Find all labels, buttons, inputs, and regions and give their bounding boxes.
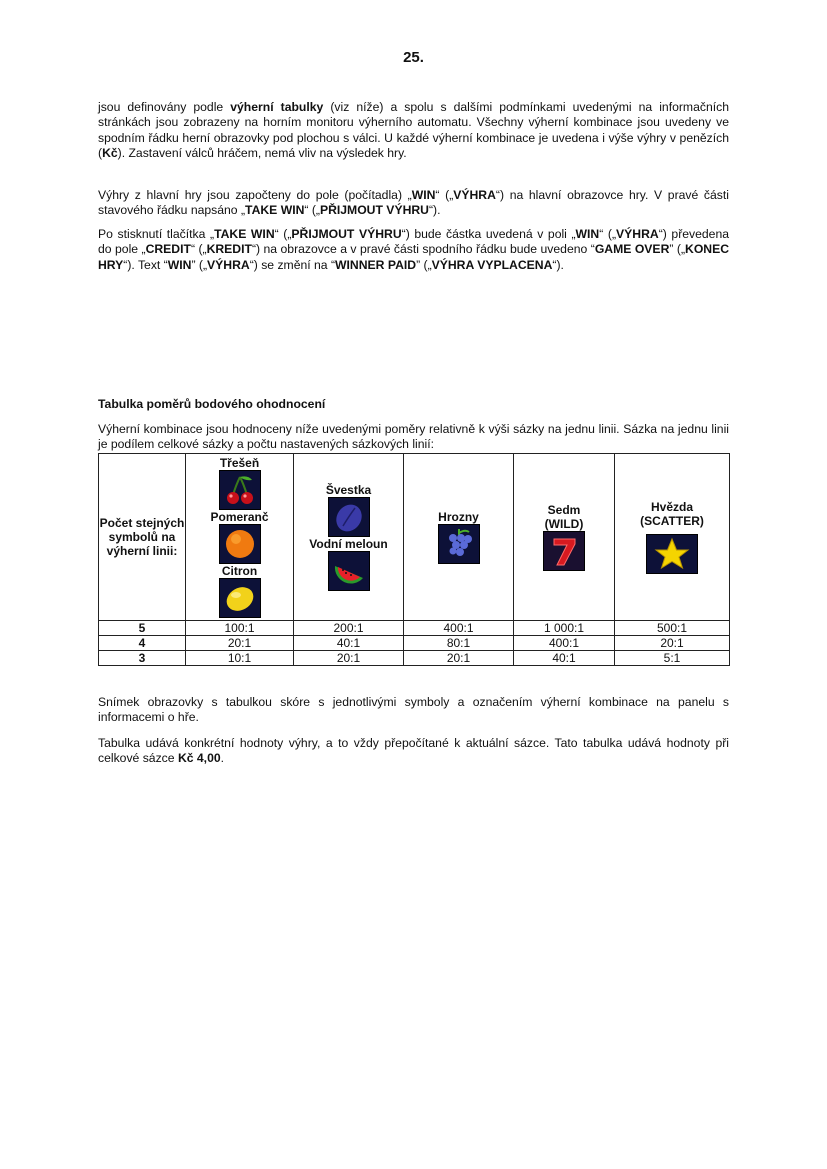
text: ” („ [191,257,208,272]
symbol-label-scatter: (SCATTER) [640,514,704,528]
text-bold: TAKE WIN [214,227,275,241]
paytable-row-4 [99,636,730,651]
symbol-label-cherry: Třešeň [219,456,260,470]
text: . [220,751,225,766]
paytable-header-row [99,454,730,621]
text: “ („ [274,227,292,241]
symbol-label-orange: Pomeranč [210,510,269,524]
ratio-cell: 1 000:1 [514,621,615,636]
text-bold: PŘIJMOUT VÝHRU [319,203,429,218]
text: “ („ [435,188,454,202]
text: Tabulka udává konkrétní hodnoty výhry, a to vždy přepočítané k aktuální sázce. Tato tabulka udává hodnoty při celkové sázce [98,736,729,766]
orange-icon [219,524,261,564]
text: “). [552,257,564,272]
symbol-label-star: Hvězda [650,500,694,514]
symbol-label-wild: (WILD) [544,517,584,531]
ratio-cell: 20:1 [294,651,404,666]
symbol-label-watermelon: Vodní meloun [309,537,388,551]
section-heading: Tabulka poměrů bodového ohodnocení [98,397,326,411]
ratio-cell: 20:1 [404,651,514,666]
text-bold: PŘIJMOUT VÝHRU [291,227,402,241]
text: “ („ [599,227,617,241]
symbol-label-plum: Švestka [325,483,372,497]
text: “) na hlavní obrazovce hry. V pravé části stavového řádku napsáno „ [98,188,729,218]
text: “). [428,203,441,218]
text: “). Text “ [123,257,168,272]
symbol-label-grapes: Hrozny [438,510,479,524]
paytable-row-3 [99,651,730,666]
text: Výhry z hlavní hry jsou započteny do pole (počítadla) „ [98,188,412,202]
text-bold: VÝHRA [616,227,659,241]
ratio-cell: 200:1 [294,621,404,636]
text: “) bude částka uvedená v poli „ [401,227,576,241]
text-bold: WIN [167,257,192,272]
text: “ („ [304,203,320,218]
text-bold: VÝHRA [207,257,250,272]
lemon-icon [219,578,261,618]
symbol-label-lemon: Citron [221,564,258,578]
text-bold: VÝHRA VYPLACENA [431,257,553,272]
text: ” („ [669,242,686,257]
paragraph-take-win [98,227,729,273]
text-bold: GAME OVER [594,242,670,257]
paragraph-win-counter [98,188,729,219]
text-bold: WIN [575,227,600,241]
column-plum-watermelon [294,454,404,621]
text: “) na obrazovce a v pravé části spodního řádku bude uvedeno “ [251,242,595,257]
text-bold: Kč [102,146,118,161]
row-header-label: Počet stejných symbolů na výherní linii: [99,516,185,558]
count-cell: 3 [99,651,186,666]
column-cherry-orange-lemon [186,454,294,621]
cherry-icon [219,470,261,510]
text-bold: Kč 4,00 [177,751,221,766]
text: Po stisknutí tlačítka „ [98,227,215,241]
ratio-cell: 100:1 [186,621,294,636]
count-cell: 4 [99,636,186,651]
text-bold: VÝHRA [453,188,496,202]
grapes-icon [438,524,480,564]
paytable [98,453,730,666]
paragraph-paytable-intro [98,100,729,162]
ratio-cell: 20:1 [615,636,730,651]
text: “) převedena do pole „ [98,227,730,257]
ratio-cell: 40:1 [294,636,404,651]
text-bold: TAKE WIN [245,203,305,218]
text-bold: KREDIT [206,242,252,257]
text-bold: výherní tabulky [230,100,324,114]
ratio-cell: 10:1 [186,651,294,666]
text-bold: KONEC HRY [98,242,730,272]
ratio-cell: 20:1 [186,636,294,651]
text-bold: CREDIT [145,242,191,257]
ratio-cell: 80:1 [404,636,514,651]
text: (viz níže) a spolu s dalšími podmínkami uvedenými na informačních stránkách jsou zobrazeny na horním monitoru výherního automatu. Všechny výherní kombinace jsou uvedeny ve spodním řádku herní obrazovky pod plochou s válci. U každé výherní kombinace je uvedena i výše výhry v penězích ( [98,100,729,161]
text: “ („ [190,242,207,257]
plum-icon [328,497,370,537]
seven-icon [543,531,585,571]
ratio-cell: 500:1 [615,621,730,636]
text-bold: WIN [411,188,436,202]
paytable-row-5 [99,621,730,636]
paragraph-bet-note [98,736,729,767]
text: “) se změní na “ [249,257,336,272]
ratio-cell: 40:1 [514,651,615,666]
ratio-cell: 400:1 [514,636,615,651]
row-header-cell [99,454,186,621]
page-number: 25. [403,49,424,66]
text: jsou definovány podle [98,100,231,114]
paragraph-screenshot-note: Snímek obrazovky s tabulkou skóre s jednotlivými symboly a označením výherní kombinace na panelu s informacemi o hře. [98,695,729,725]
table-intro: Výherní kombinace jsou hodnoceny níže uvedenými poměry relativně k výši sázky na jednu linii. Sázka na jednu linii je podílem celkové sázky a počtu nastavených sázkových linií: [98,422,729,452]
ratio-cell: 400:1 [404,621,514,636]
ratio-cell: 5:1 [615,651,730,666]
symbol-label-seven: Sedm [547,503,581,517]
column-star [615,454,730,621]
watermelon-icon [328,551,370,591]
column-seven [514,454,615,621]
star-icon [646,534,698,574]
text-bold: WINNER PAID [335,257,417,272]
text: ” („ [416,257,432,272]
count-cell: 5 [99,621,186,636]
text: ). Zastavení válců hráčem, nemá vliv na výsledek hry. [117,146,407,161]
column-grapes [404,454,514,621]
